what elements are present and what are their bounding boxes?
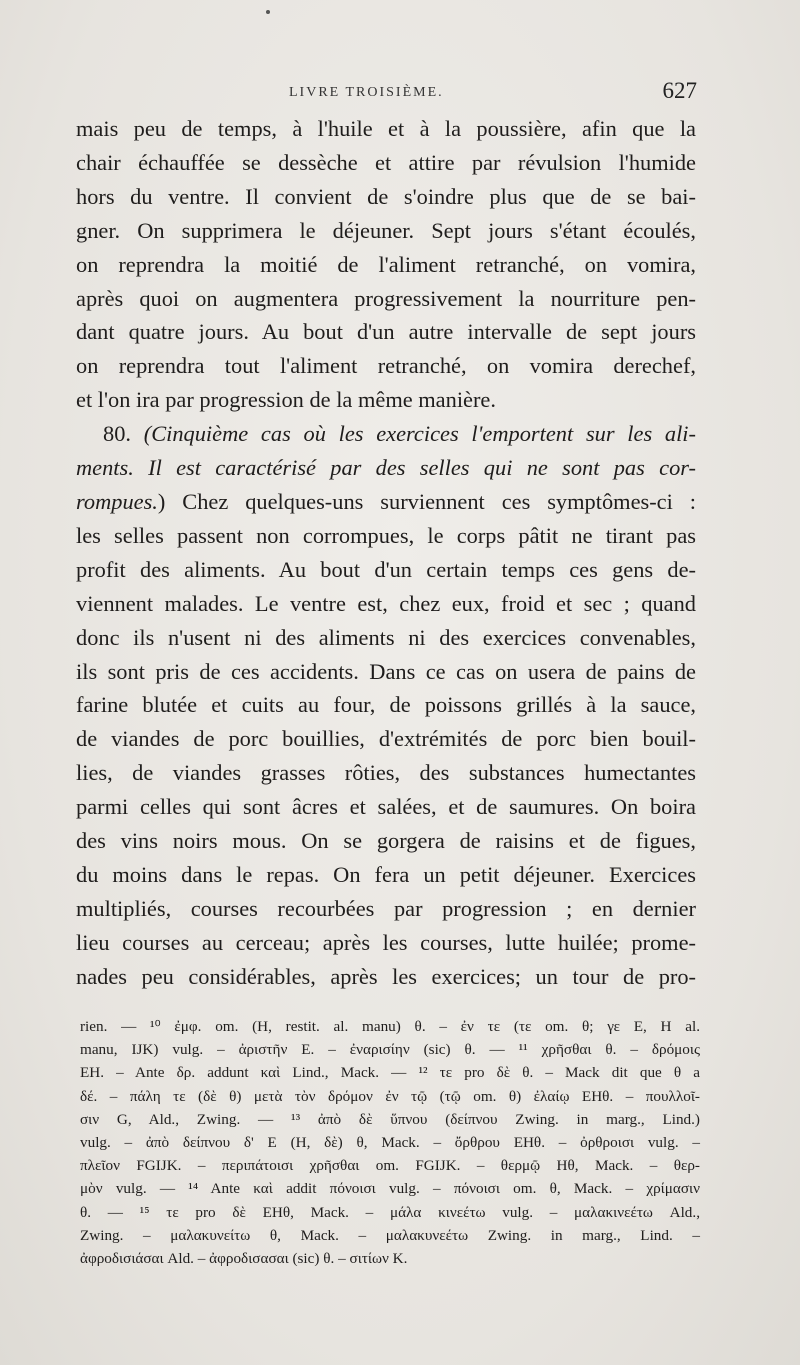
text-line: multipliés, courses recourbées par progression ; en dernier xyxy=(76,895,696,921)
footnotes xyxy=(80,1015,700,1270)
text-line: lies, de viandes grasses rôties, des substances humectantes xyxy=(76,760,696,786)
main-text xyxy=(76,112,696,994)
section-title-continued: ments. Il est caractérisé par des selles qui ne sont pas cor- xyxy=(76,455,696,481)
footnote-line: EH. – Ante δρ. addunt καὶ Lind., Mack. — ¹² τε pro δὲ θ. – Mack dit que θ a xyxy=(80,1064,700,1082)
text-line: des vins noirs mous. On se gorgera de raisins et de figues, xyxy=(76,828,696,854)
footnote-line: vulg. – ἀπὸ δείπνου δ' E (H, δὲ) θ, Mack. – ὄρθρου EHθ. – ὀρθροισι vulg. – xyxy=(80,1134,700,1152)
page-number: 627 xyxy=(662,78,697,103)
footnote-line: δέ. – πάλη τε (δὲ θ) μετὰ τὸν δρόμον ἐν τῷ (τῷ om. θ) ἐλαίῳ EHθ. – πουλλοῖ- xyxy=(80,1087,700,1105)
section-title-end-line xyxy=(76,485,696,519)
text-line: lieu courses au cerceau; après les courses, lutte huilée; prome- xyxy=(76,929,696,955)
text-run: ) Chez quelques-uns surviennent ces symptômes-ci : xyxy=(157,488,696,514)
section-title: (Cinquième cas où les exercices l'emportent sur les ali- xyxy=(143,421,696,447)
text-line: dant quatre jours. Au bout d'un autre intervalle de sept jours xyxy=(76,319,696,345)
text-line: nades peu considérables, après les exercices; un tour de pro- xyxy=(76,963,696,989)
text-line: donc ils n'usent ni des aliments ni des exercices convenables, xyxy=(76,624,696,650)
text-line: après quoi on augmentera progressivement la nourriture pen- xyxy=(76,285,696,311)
text-line: farine blutée et cuits au four, de poissons grillés à la sauce, xyxy=(76,692,696,718)
footnote-line: θ. — ¹⁵ τε pro δὲ EHθ, Mack. – μάλα κινεέτω vulg. – μαλακινεέτω Ald., xyxy=(80,1203,700,1221)
section-number: 80. xyxy=(103,421,131,447)
text-line: chair échauffée se dessèche et attire par révulsion l'humide xyxy=(76,149,696,175)
text-line: et l'on ira par progression de la même manière. xyxy=(76,387,496,413)
ink-speck xyxy=(266,10,270,14)
footnote-line: ἀφροδισιάσαι Ald. – ἀφροδισασαι (sic) θ. – σιτίων K. xyxy=(80,1250,408,1268)
text-line: viennent malades. Le ventre est, chez eux, froid et sec ; quand xyxy=(76,590,696,616)
section-heading-line xyxy=(76,417,696,451)
text-line: ils sont pris de ces accidents. Dans ce cas on usera de pains de xyxy=(76,658,696,684)
text-line: on reprendra la moitié de l'aliment retranché, on vomira, xyxy=(76,251,696,277)
footnote-line: πλεῖον FGIJK. – περιπάτοισι χρῆσθαι om. FGIJK. – θερμῷ Hθ, Mack. – θερ- xyxy=(80,1157,700,1175)
text-line: mais peu de temps, à l'huile et à la poussière, afin que la xyxy=(76,116,696,141)
text-line: gner. On supprimera le déjeuner. Sept jours s'étant écoulés, xyxy=(76,217,696,243)
footnote-line: σιν G, Ald., Zwing. — ¹³ ἀπὸ δὲ ὕπνου (δείπνου Zwing. in marg., Lind.) xyxy=(80,1110,700,1128)
text-line: les selles passent non corrompues, le corps pâtit ne tirant pas xyxy=(76,522,696,548)
text-line: de viandes de porc bouillies, d'extrémités de porc bien bouil- xyxy=(76,726,696,752)
text-line: du moins dans le repas. On fera un petit déjeuner. Exercices xyxy=(76,861,696,887)
footnote-line: Zwing. – μαλακυνείτω θ, Mack. – μαλακυνεέτω Zwing. in marg., Lind. – xyxy=(80,1226,700,1244)
running-head: LIVRE TROISIÈME. xyxy=(289,85,444,100)
text-line: parmi celles qui sont âcres et salées, et de saumures. On boira xyxy=(76,794,696,820)
footnote-line: rien. — ¹⁰ ἐμφ. om. (H, restit. al. manu) θ. – ἐν τε (τε om. θ; γε E, H al. xyxy=(80,1018,700,1035)
text-line: on reprendra tout l'aliment retranché, on vomira derechef, xyxy=(76,353,696,379)
text-line: hors du ventre. Il convient de s'oindre plus que de se bai- xyxy=(76,183,696,209)
footnote-line: μὸν vulg. — ¹⁴ Ante καὶ addit πόνοισι vulg. – πόνοισι om. θ, Mack. – χρίμασιν xyxy=(80,1180,700,1198)
footnote-line: manu, IJK) vulg. – ἀριστῆν E. – ἐναρισίην (sic) θ. — ¹¹ χρῆσθαι θ. – δρόμοις xyxy=(80,1041,700,1059)
text-line: profit des aliments. Au bout d'un certain temps ces gens de- xyxy=(76,556,696,582)
page-header xyxy=(74,78,697,110)
section-title-end: rompues. xyxy=(76,488,158,514)
